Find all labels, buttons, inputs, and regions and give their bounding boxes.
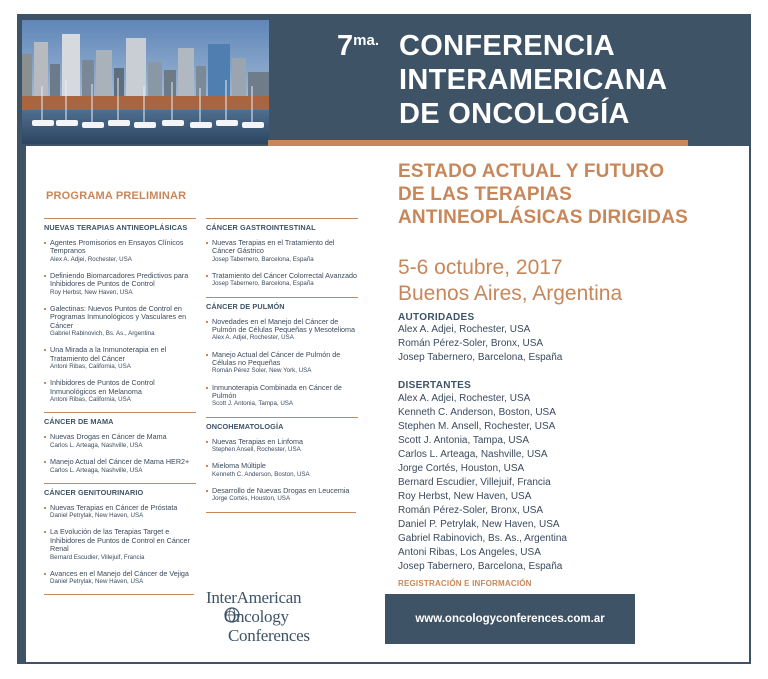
- talk-item: [206, 239, 358, 263]
- talk-item: [44, 504, 196, 520]
- talk-speaker: Stephen Ansell, Rochester, USA: [212, 446, 301, 454]
- speaker-item: Alex A. Adjei, Rochester, USA: [398, 393, 531, 404]
- talk-item: [206, 462, 358, 478]
- authorities-list: [398, 323, 628, 365]
- talk-title: Nuevas Terapias en el Tratamiento del Cáncer Gástrico: [212, 238, 335, 256]
- category-lung-cancer: [206, 297, 358, 408]
- event-date: 5-6 octubre, 2017: [398, 256, 563, 279]
- talk-title: Manejo Actual del Cáncer de Mama HER2+: [50, 457, 190, 467]
- talk-title: Mieloma Múltiple: [212, 461, 266, 471]
- subtitle: [398, 160, 738, 229]
- talk-title: Novedades en el Manejo del Cáncer de Pulmón de Células Pequeñas y Mesotelioma: [212, 316, 356, 335]
- category-title: CÁNCER GASTROINTESTINAL: [206, 223, 316, 232]
- speaker-item: Stephen M. Ansell, Rochester, USA: [398, 421, 556, 432]
- speaker-item: Bernard Escudier, Villejuif, Francia: [398, 477, 551, 488]
- interamerican-oncology-logo: [206, 588, 358, 648]
- talk-speaker: Román Pérez Soler, New York, USA: [212, 367, 312, 375]
- talk-item: [206, 384, 358, 408]
- talk-item: [44, 379, 196, 403]
- talk-speaker: Antoni Ribas, California, USA: [50, 396, 131, 404]
- talk-title: Manejo Actual del Cáncer de Pulmón de Células no Pequeñas: [212, 349, 341, 368]
- registration-label: REGISTRACIÓN E INFORMACIÓN: [398, 579, 532, 588]
- category-breast-cancer: [44, 412, 196, 473]
- title-line-3: DE ONCOLOGÍA: [399, 98, 630, 130]
- speaker-item: Jorge Cortés, Houston, USA: [398, 463, 525, 474]
- talk-title: Galectinas: Nuevos Puntos de Control en Programas Inmunológicos y Vasculares en Cáncer: [50, 304, 187, 330]
- authority-item: Román Pérez-Soler, Bronx, USA: [398, 338, 544, 349]
- category-title: CÁNCER DE MAMA: [44, 417, 114, 427]
- talk-item: [206, 318, 358, 342]
- title-line-2: INTERAMERICANA: [399, 64, 668, 96]
- logo-line-1: InterAmerican: [206, 588, 302, 607]
- talk-title: Avances en el Manejo del Cáncer de Vejiga: [50, 568, 189, 578]
- talk-speaker: Roy Herbst, New Haven, USA: [50, 288, 133, 296]
- talk-speaker: Carlos L. Arteaga, Nashville, USA: [50, 441, 143, 449]
- talk-speaker: Alex A. Adjei, Rochester, USA: [50, 255, 132, 263]
- category-gastrointestinal-cancer: [206, 218, 358, 288]
- talk-speaker: Jorge Cortés, Houston, USA: [212, 495, 291, 503]
- category-title: CÁNCER DE PULMÓN: [206, 301, 285, 311]
- subtitle-line-1: ESTADO ACTUAL Y FUTURO: [398, 161, 665, 182]
- talk-speaker: Alex A. Adjei, Rochester, USA: [212, 334, 294, 342]
- title-line-1: CONFERENCIA: [399, 30, 615, 62]
- buenos-aires-harbor-photo: [22, 20, 269, 144]
- talk-item: [44, 239, 196, 263]
- talk-title: Desarrollo de Nuevas Drogas en Leucemia: [212, 485, 350, 495]
- edition-suffix: ma.: [353, 32, 379, 49]
- edition-label: [337, 30, 379, 62]
- talk-item: [206, 487, 358, 503]
- talk-title: Inmunoterapia Combinada en Cáncer de Pulmón: [212, 382, 342, 401]
- column-divider: [44, 594, 194, 595]
- talk-title: Tratamiento del Cáncer Colorrectal Avanzado: [212, 271, 358, 281]
- talk-item: [206, 351, 358, 375]
- speaker-item: Antoni Ribas, Los Angeles, USA: [398, 547, 541, 558]
- harbor-skyline-illustration: [22, 20, 269, 144]
- speaker-item: Gabriel Rabinovich, Bs. As., Argentina: [398, 533, 567, 544]
- talk-speaker: Daniel Petrylak, New Haven, USA: [50, 512, 144, 520]
- speaker-item: Daniel P. Petrylak, New Haven, USA: [398, 519, 560, 530]
- category-genitourinary-cancer: [44, 483, 196, 586]
- talk-title: Agentes Promisorios en Ensayos Clínicos Tempranos: [50, 238, 184, 256]
- subtitle-line-3: ANTINEOPLÁSICAS DIRIGIDAS: [398, 207, 689, 228]
- logo-line-3: Conferences: [228, 626, 310, 645]
- talk-speaker: Scott J. Antonia, Tampa, USA: [212, 400, 294, 408]
- authorities-heading: AUTORIDADES: [398, 312, 475, 323]
- category-new-therapies: [44, 218, 196, 403]
- category-oncohematology: [206, 417, 358, 503]
- program-heading: PROGRAMA PRELIMINAR: [46, 190, 187, 202]
- speaker-item: Josep Tabernero, Barcelona, España: [398, 561, 563, 572]
- speaker-item: Carlos L. Arteaga, Nashville, USA: [398, 449, 548, 460]
- category-title: NUEVAS TERAPIAS ANTINEOPLÁSICAS: [44, 223, 188, 232]
- speakers-heading: DISERTANTES: [398, 380, 472, 391]
- event-city: Buenos Aires, Argentina: [398, 282, 623, 305]
- talk-item: [44, 346, 196, 370]
- speaker-item: Kenneth C. Anderson, Boston, USA: [398, 407, 556, 418]
- speaker-item: Scott J. Antonia, Tampa, USA: [398, 435, 529, 446]
- talk-speaker: Antoni Ribas, California, USA: [50, 363, 131, 371]
- talk-speaker: Bernard Escudier, Villejuif, Francia: [50, 553, 145, 561]
- talk-title: La Evolución de las Terapias Target e Inhibidores de Puntos de Control en Cáncer Renal: [50, 527, 190, 554]
- talk-speaker: Gabriel Rabinovich, Bs. As., Argentina: [50, 330, 155, 338]
- talk-speaker: Josep Tabernero, Barcelona, España: [212, 255, 314, 263]
- talk-title: Nuevas Terapias en Linfoma: [212, 436, 303, 446]
- authority-item: Alex A. Adjei, Rochester, USA: [398, 324, 531, 335]
- talk-item: [44, 433, 196, 449]
- authority-item: Josep Tabernero, Barcelona, España: [398, 352, 563, 363]
- talk-item: [44, 458, 196, 474]
- talk-item: [206, 272, 358, 288]
- talk-item: [44, 305, 196, 337]
- talk-title: Una Mirada a la Inmunoterapia en el Tratamiento del Cáncer: [50, 345, 167, 363]
- edition-number: 7: [337, 30, 354, 62]
- speakers-list: [398, 392, 628, 574]
- talk-item: [44, 272, 196, 296]
- program-column-a: [44, 218, 196, 595]
- talk-speaker: Josep Tabernero, Barcelona, España: [212, 280, 314, 288]
- talk-title: Inhibidores de Puntos de Control Inmunológicos en Melanoma: [50, 378, 155, 396]
- speaker-item: Román Pérez-Soler, Bronx, USA: [398, 505, 544, 516]
- subtitle-line-2: DE LAS TERAPIAS: [398, 184, 573, 205]
- category-title: CÁNCER GENITOURINARIO: [44, 487, 144, 497]
- accent-divider: [268, 140, 688, 146]
- talk-speaker: Carlos L. Arteaga, Nashville, USA: [50, 466, 143, 474]
- talk-item: [206, 438, 358, 454]
- talk-item: [44, 570, 196, 586]
- talk-speaker: Kenneth C. Anderson, Boston, USA: [212, 470, 310, 478]
- column-divider: [206, 512, 356, 513]
- talk-title: Nuevas Drogas en Cáncer de Mama: [50, 432, 167, 442]
- talk-speaker: Daniel Petrylak, New Haven, USA: [50, 578, 144, 586]
- speaker-item: Roy Herbst, New Haven, USA: [398, 491, 532, 502]
- category-title: ONCOHEMATOLOGÍA: [206, 421, 284, 431]
- talk-title: Definiendo Biomarcadores Predictivos para Inhibidores de Puntos de Control: [50, 271, 189, 289]
- website-link[interactable]: www.oncologyconferences.com.ar: [385, 594, 635, 644]
- globe-icon: [224, 607, 240, 623]
- logo-line-2: Oncology: [224, 607, 289, 626]
- talk-item: [44, 528, 196, 560]
- talk-title: Nuevas Terapias en Cáncer de Próstata: [50, 502, 178, 512]
- program-column-b: [206, 218, 358, 513]
